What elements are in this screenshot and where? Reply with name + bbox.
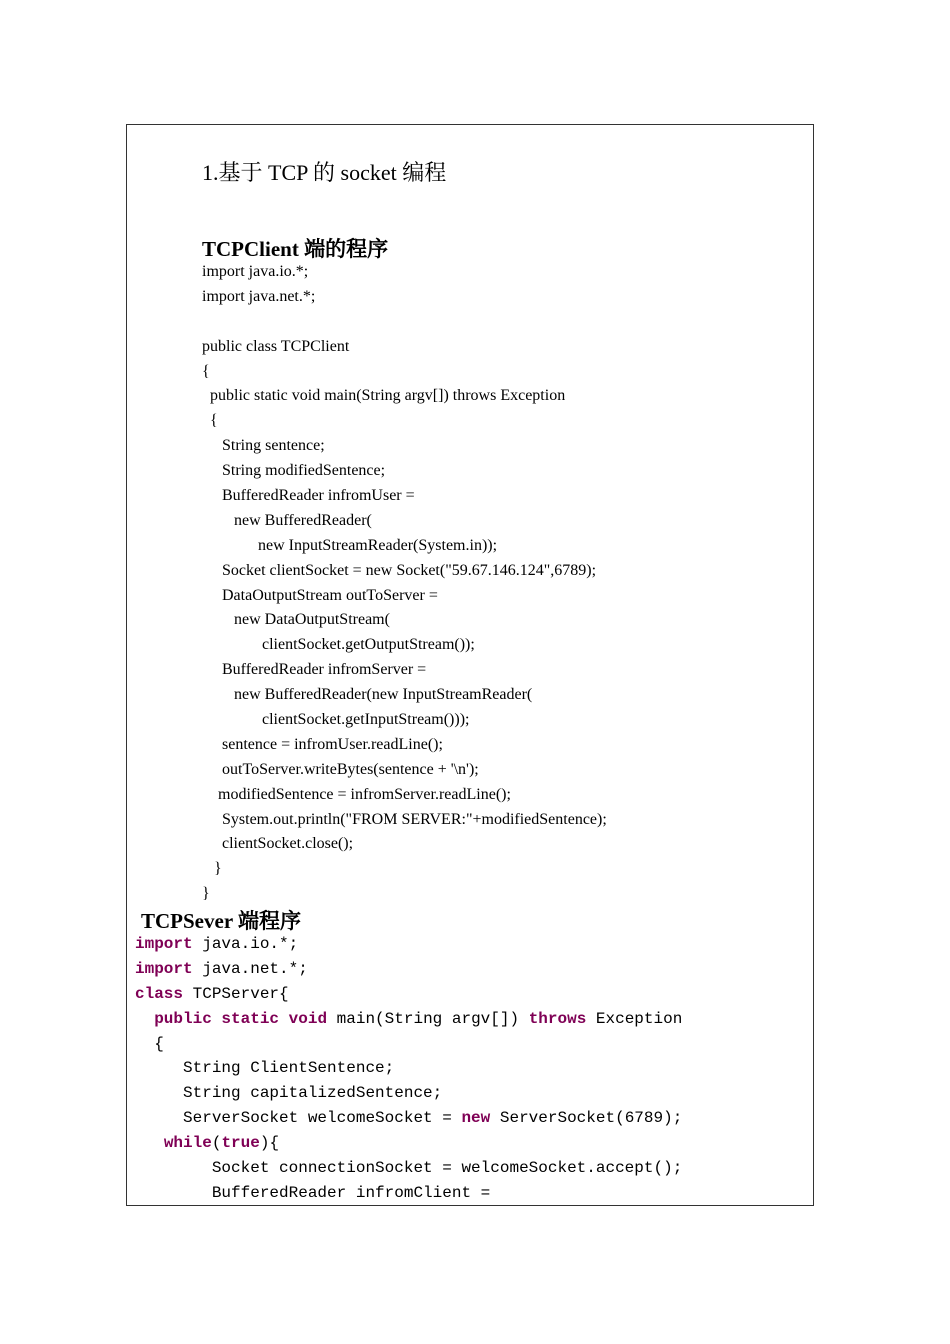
code-text: (	[211, 1134, 222, 1153]
server-code-block	[135, 932, 682, 1206]
server-code-line	[135, 1032, 682, 1057]
client-code-line: BufferedReader infromServer =	[202, 661, 427, 679]
code-text: BufferedReader infromClient =	[135, 1183, 491, 1202]
code-text: Socket connectionSocket = welcomeSocket.accept();	[135, 1159, 683, 1178]
code-keyword: while	[163, 1134, 212, 1153]
client-code-line: DataOutputStream outToServer =	[202, 586, 438, 604]
code-keyword: true	[221, 1134, 260, 1153]
client-code-line: outToServer.writeBytes(sentence + '\n');	[202, 760, 479, 778]
client-code-line: clientSocket.getOutputStream());	[202, 636, 475, 654]
code-text: ServerSocket(6789);	[490, 1109, 683, 1128]
code-keyword: void	[288, 1009, 328, 1028]
client-code-line: {	[202, 412, 218, 430]
code-text	[135, 1134, 164, 1152]
client-code-line: new BufferedReader(new InputStreamReader(	[202, 686, 533, 704]
server-code-line	[135, 1106, 682, 1131]
server-code-line	[135, 1131, 682, 1156]
client-code-line: modifiedSentence = infromServer.readLine();	[202, 785, 511, 803]
client-code-line: }	[202, 885, 210, 903]
client-code-block	[202, 260, 607, 907]
client-code-line: sentence = infromUser.readLine();	[202, 735, 443, 753]
server-code-line	[135, 982, 682, 1007]
code-text: java.io.*;	[192, 935, 299, 953]
code-keyword: public	[154, 1009, 212, 1028]
client-code-line: import java.net.*;	[202, 287, 316, 305]
client-code-line: {	[202, 362, 210, 380]
client-code-line: public static void main(String argv[]) throws Exception	[202, 387, 566, 405]
code-keyword: throws	[528, 1009, 587, 1028]
client-code-line: System.out.println("FROM SERVER:"+modifiedSentence);	[202, 810, 607, 828]
code-text: Exception	[586, 1009, 683, 1028]
client-code-line: String sentence;	[202, 437, 325, 455]
client-code-line: Socket clientSocket = new Socket("59.67.146.124",6789);	[202, 561, 597, 579]
client-code-line: String modifiedSentence;	[202, 462, 386, 480]
server-code-line	[135, 1181, 682, 1206]
server-heading: TCPSever 端程序	[141, 909, 302, 933]
client-code-line: new InputStreamReader(System.in));	[202, 536, 498, 554]
code-text	[279, 1010, 289, 1028]
client-code-line: }	[202, 860, 222, 878]
code-text: String capitalizedSentence;	[135, 1084, 443, 1103]
code-text: ){	[259, 1134, 280, 1153]
client-code-line: new DataOutputStream(	[202, 611, 390, 629]
code-keyword: import	[135, 959, 193, 978]
code-text: java.net.*;	[192, 959, 308, 978]
code-text: String ClientSentence;	[135, 1059, 395, 1078]
code-keyword: new	[461, 1109, 491, 1128]
code-keyword: class	[135, 984, 184, 1003]
client-code-line	[202, 310, 607, 335]
client-code-line: import java.io.*;	[202, 263, 309, 280]
code-text: ServerSocket welcomeSocket =	[135, 1109, 462, 1128]
client-code-line: clientSocket.getInputStream()));	[202, 711, 470, 729]
code-text: {	[135, 1034, 164, 1053]
server-code-line	[135, 1081, 682, 1106]
client-code-line: public class TCPClient	[202, 337, 350, 355]
client-code-line: BufferedReader infromUser =	[202, 487, 415, 505]
client-heading: TCPClient 端的程序	[202, 237, 389, 261]
server-code-line	[135, 932, 682, 957]
server-code-line	[135, 957, 682, 982]
code-text: TCPServer{	[183, 984, 289, 1003]
code-text	[135, 1010, 154, 1028]
client-code-line: new BufferedReader(	[202, 511, 372, 529]
server-code-line	[135, 1056, 682, 1081]
client-code-line: clientSocket.close();	[202, 835, 354, 853]
section-title: 1.基于 TCP 的 socket 编程	[202, 160, 447, 185]
code-text	[212, 1010, 222, 1028]
server-code-line	[135, 1156, 682, 1181]
code-keyword: import	[135, 935, 193, 953]
code-keyword: static	[221, 1009, 280, 1028]
server-code-line	[135, 1007, 682, 1032]
code-text: main(String argv[])	[327, 1009, 529, 1028]
